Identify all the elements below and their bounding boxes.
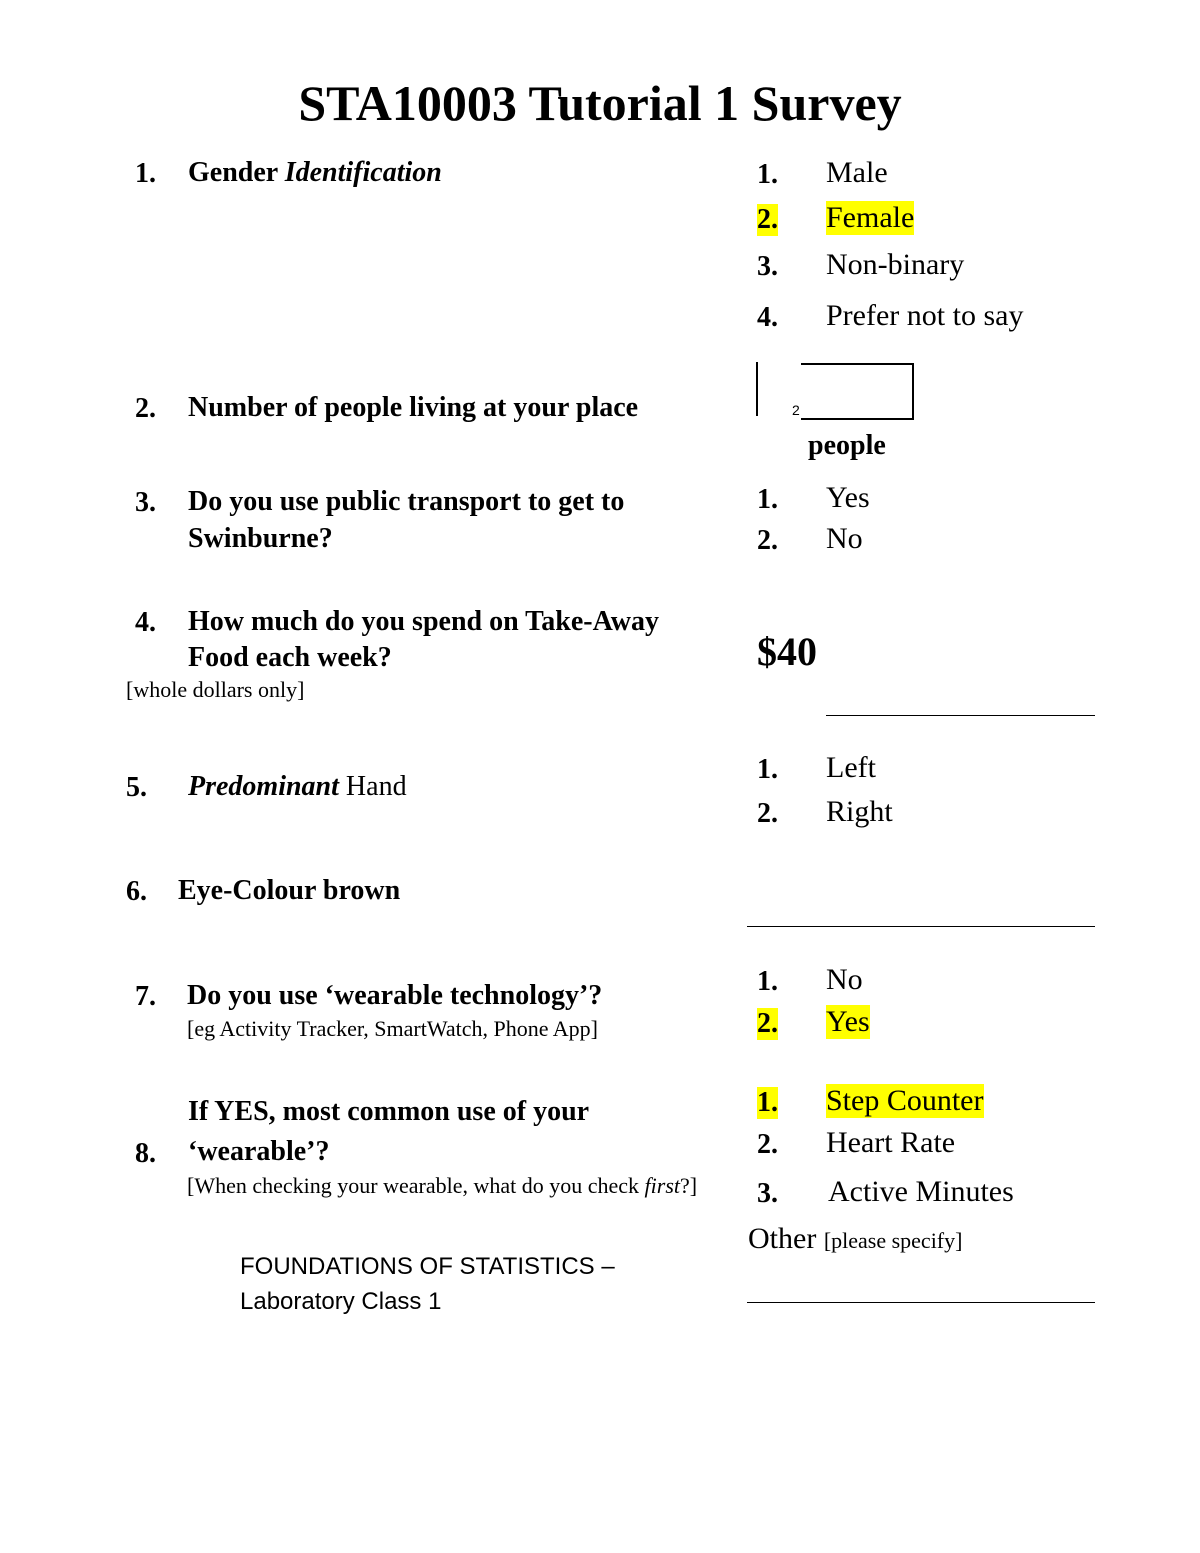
option-yes[interactable]: Yes — [826, 481, 870, 514]
footer-line2: Laboratory Class 1 — [240, 1288, 442, 1315]
question-label-line1: If YES, most common use of your — [188, 1096, 590, 1127]
question-note: [eg Activity Tracker, SmartWatch, Phone App] — [187, 1016, 599, 1041]
note-italic-text: first — [644, 1173, 680, 1198]
answer-value[interactable]: 2 — [792, 402, 800, 418]
option-non-binary[interactable]: Non-binary — [826, 248, 965, 281]
option-number[interactable]: 1. — [757, 754, 778, 785]
other-note: [please specify] — [823, 1228, 963, 1253]
question-number: 1. — [135, 158, 156, 189]
question-number: 7. — [135, 981, 156, 1012]
option-no[interactable]: No — [826, 522, 863, 555]
question-number: 3. — [135, 487, 156, 518]
question-label — [188, 155, 442, 191]
other-answer-line[interactable] — [747, 1302, 1095, 1303]
option-number[interactable]: 1. — [757, 1087, 778, 1118]
note-text: ?] — [680, 1173, 698, 1198]
question-label: Eye-Colour brown — [178, 875, 401, 906]
question-number: 4. — [135, 607, 156, 638]
option-number[interactable]: 2. — [757, 1129, 778, 1160]
question-note — [187, 1173, 697, 1199]
unit-label: people — [808, 430, 886, 461]
answer-box[interactable] — [801, 363, 914, 420]
option-yes[interactable]: Yes — [826, 1005, 870, 1038]
option-number[interactable]: 2. — [757, 204, 778, 235]
question-number: 5. — [126, 772, 147, 803]
question-label-line1: How much do you spend on Take-Away — [188, 606, 659, 637]
option-number[interactable]: 4. — [757, 302, 778, 333]
question-label: Do you use ‘wearable technology’? — [187, 980, 603, 1011]
option-number[interactable]: 1. — [757, 159, 778, 190]
question-number: 8. — [135, 1138, 156, 1169]
option-number[interactable]: 2. — [757, 798, 778, 829]
option-number[interactable]: 3. — [757, 251, 778, 282]
option-number[interactable]: 3. — [757, 1178, 778, 1209]
option-number[interactable]: 2. — [757, 1008, 778, 1039]
label-italic-text: Identification — [284, 157, 442, 188]
option-number[interactable]: 1. — [757, 966, 778, 997]
text-cursor — [756, 362, 758, 416]
question-label-line2: Swinburne? — [188, 523, 333, 554]
option-no[interactable]: No — [826, 963, 863, 996]
label-italic-text: Predominant — [188, 771, 339, 802]
option-male[interactable]: Male — [826, 156, 888, 189]
option-female[interactable]: Female — [826, 201, 915, 234]
other-text: Other — [748, 1222, 817, 1255]
option-step-counter[interactable]: Step Counter — [826, 1084, 984, 1117]
question-label-line1: Do you use public transport to get to — [188, 486, 625, 517]
question-label-line2: ‘wearable’? — [188, 1136, 330, 1167]
question-note: [whole dollars only] — [126, 677, 305, 702]
option-number[interactable]: 1. — [757, 484, 778, 515]
option-active-minutes[interactable]: Active Minutes — [828, 1175, 1014, 1208]
label-text: Gender — [188, 157, 285, 188]
footer-line1: FOUNDATIONS OF STATISTICS – — [240, 1253, 615, 1280]
other-label — [748, 1222, 962, 1256]
page-title: STA10003 Tutorial 1 Survey — [298, 75, 902, 131]
note-text: [When checking your wearable, what do you check — [187, 1173, 645, 1198]
answer-value[interactable]: $40 — [757, 629, 817, 674]
option-right[interactable]: Right — [826, 795, 893, 828]
question-number: 2. — [135, 393, 156, 424]
option-left[interactable]: Left — [826, 751, 876, 784]
label-text: Hand — [338, 771, 407, 802]
question-label-line2: Food each week? — [188, 642, 392, 673]
question-label: Number of people living at your place — [188, 392, 639, 423]
answer-line[interactable] — [747, 926, 1095, 927]
question-number: 6. — [126, 876, 147, 907]
option-heart-rate[interactable]: Heart Rate — [826, 1126, 956, 1159]
option-number[interactable]: 2. — [757, 525, 778, 556]
question-label — [188, 769, 407, 805]
answer-line[interactable] — [826, 715, 1095, 716]
option-prefer-not-to-say[interactable]: Prefer not to say — [826, 299, 1024, 332]
